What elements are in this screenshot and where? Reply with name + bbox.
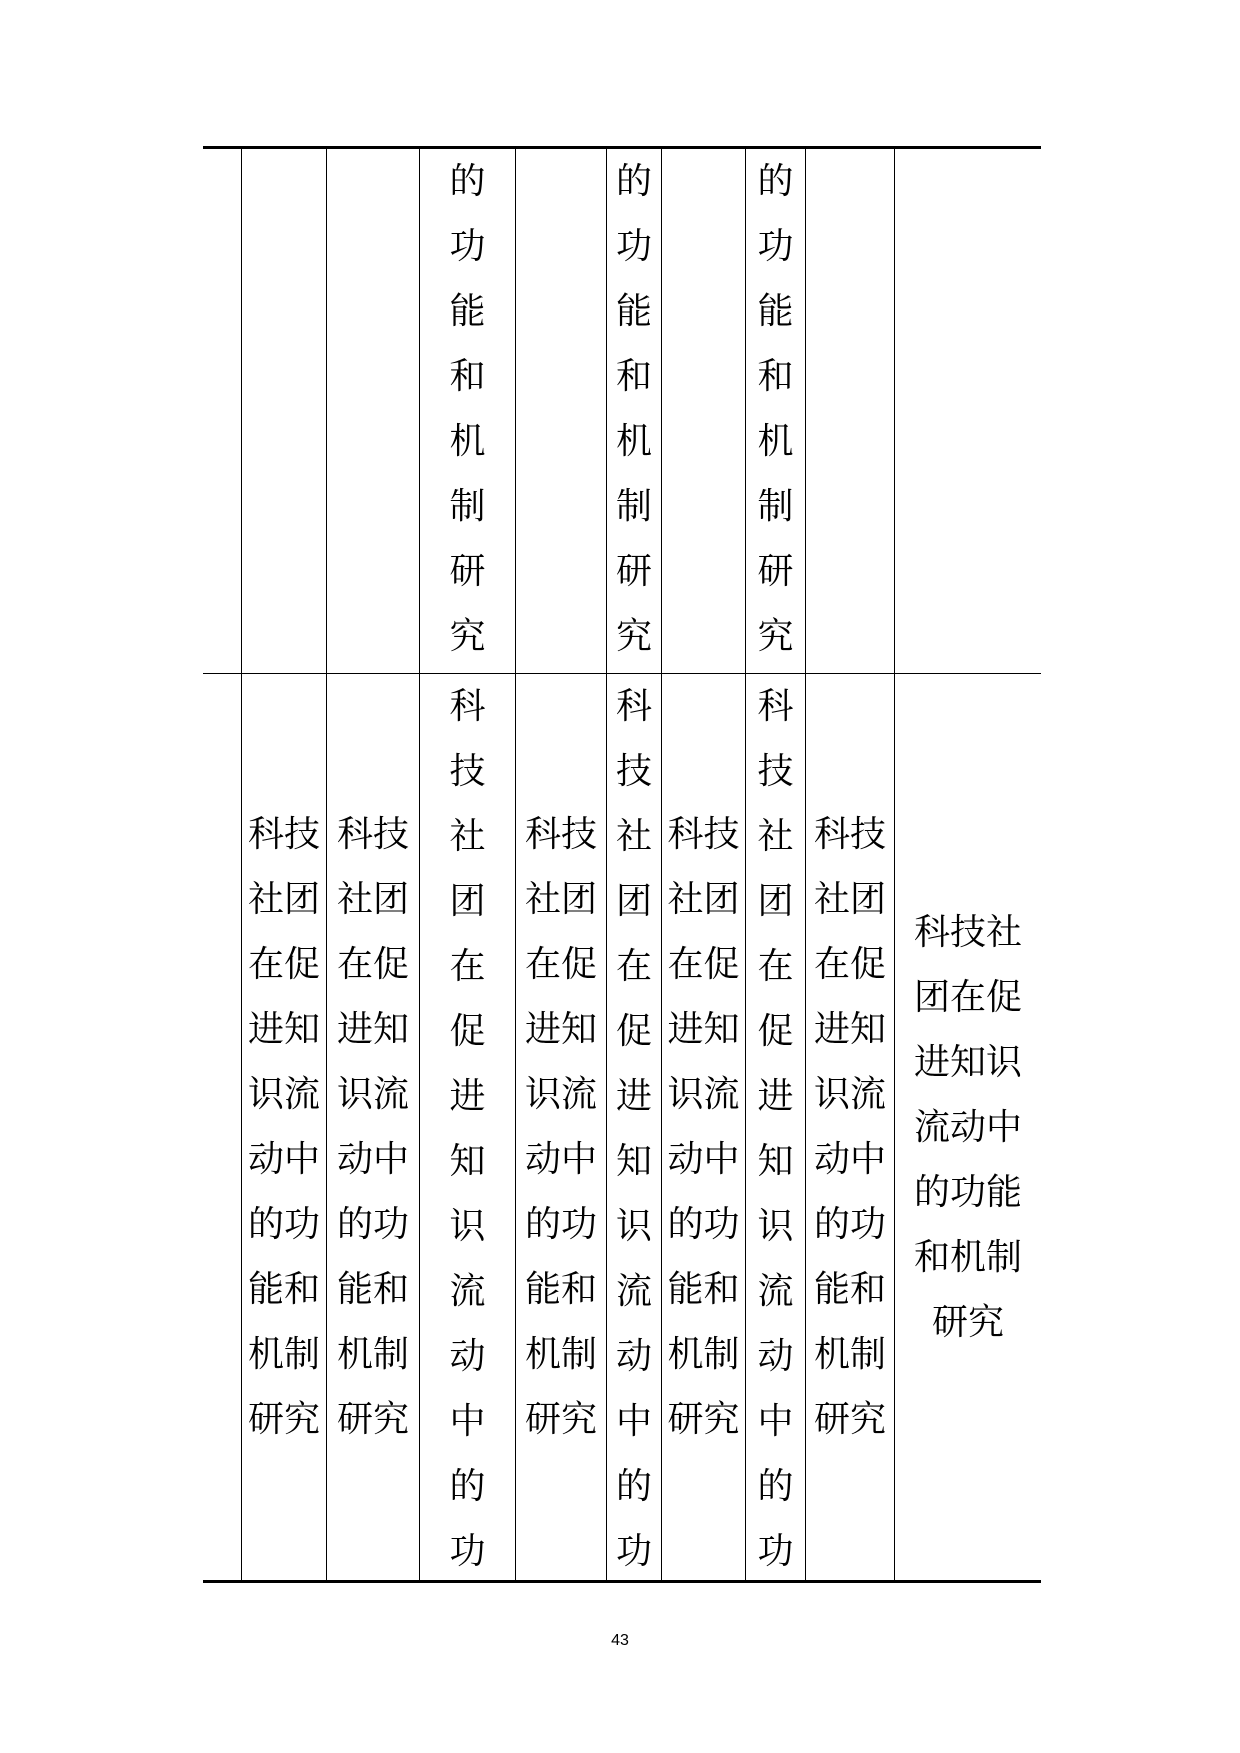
table-cell-1 bbox=[203, 674, 241, 1580]
cell-text: 科技社团在促进知识流动中的功能和机制研究 bbox=[813, 814, 886, 1440]
table-cell-9 bbox=[805, 674, 894, 1580]
table-cell-2 bbox=[241, 674, 326, 1580]
page-number: 43 bbox=[611, 1632, 629, 1649]
cell-text: 科技社团在促进知识流动中的功能和机制研究 bbox=[667, 814, 740, 1440]
cell-text: 科技社团在促进知识流动中的功能和机制研究 bbox=[913, 911, 1022, 1343]
table-cell-10 bbox=[894, 149, 1041, 673]
table-cell-6 bbox=[606, 149, 661, 673]
cell-text: 科技社团在促进知识流动中的功能和机制研究 bbox=[524, 814, 597, 1440]
table-cell-5 bbox=[515, 674, 606, 1580]
table-cell-10 bbox=[894, 674, 1041, 1580]
cell-text: 的功能和机制研究 bbox=[449, 161, 486, 657]
table-cell-8 bbox=[745, 149, 805, 673]
table-row bbox=[203, 674, 1041, 1580]
table-cell-7 bbox=[661, 149, 745, 673]
table-cell-2 bbox=[241, 149, 326, 673]
table-cell-3 bbox=[326, 674, 419, 1580]
table-cell-3 bbox=[326, 149, 419, 673]
cell-text: 的功能和机制研究 bbox=[757, 161, 794, 657]
cell-text: 科技社团在促进知识流动中的功 bbox=[615, 686, 652, 1572]
cell-text: 科技社团在促进知识流动中的功 bbox=[757, 686, 794, 1572]
cell-text: 科技社团在促进知识流动中的功 bbox=[449, 686, 486, 1572]
cell-text: 科技社团在促进知识流动中的功能和机制研究 bbox=[247, 814, 320, 1440]
table-cell-9 bbox=[805, 149, 894, 673]
table-cell-8 bbox=[745, 674, 805, 1580]
cell-text: 科技社团在促进知识流动中的功能和机制研究 bbox=[336, 814, 409, 1440]
table-cell-5 bbox=[515, 149, 606, 673]
table-cell-7 bbox=[661, 674, 745, 1580]
table-row bbox=[203, 149, 1041, 673]
table-cell-4 bbox=[419, 674, 515, 1580]
table-cell-6 bbox=[606, 674, 661, 1580]
cell-text: 的功能和机制研究 bbox=[615, 161, 652, 657]
table-cell-4 bbox=[419, 149, 515, 673]
table-cell-1 bbox=[203, 149, 241, 673]
